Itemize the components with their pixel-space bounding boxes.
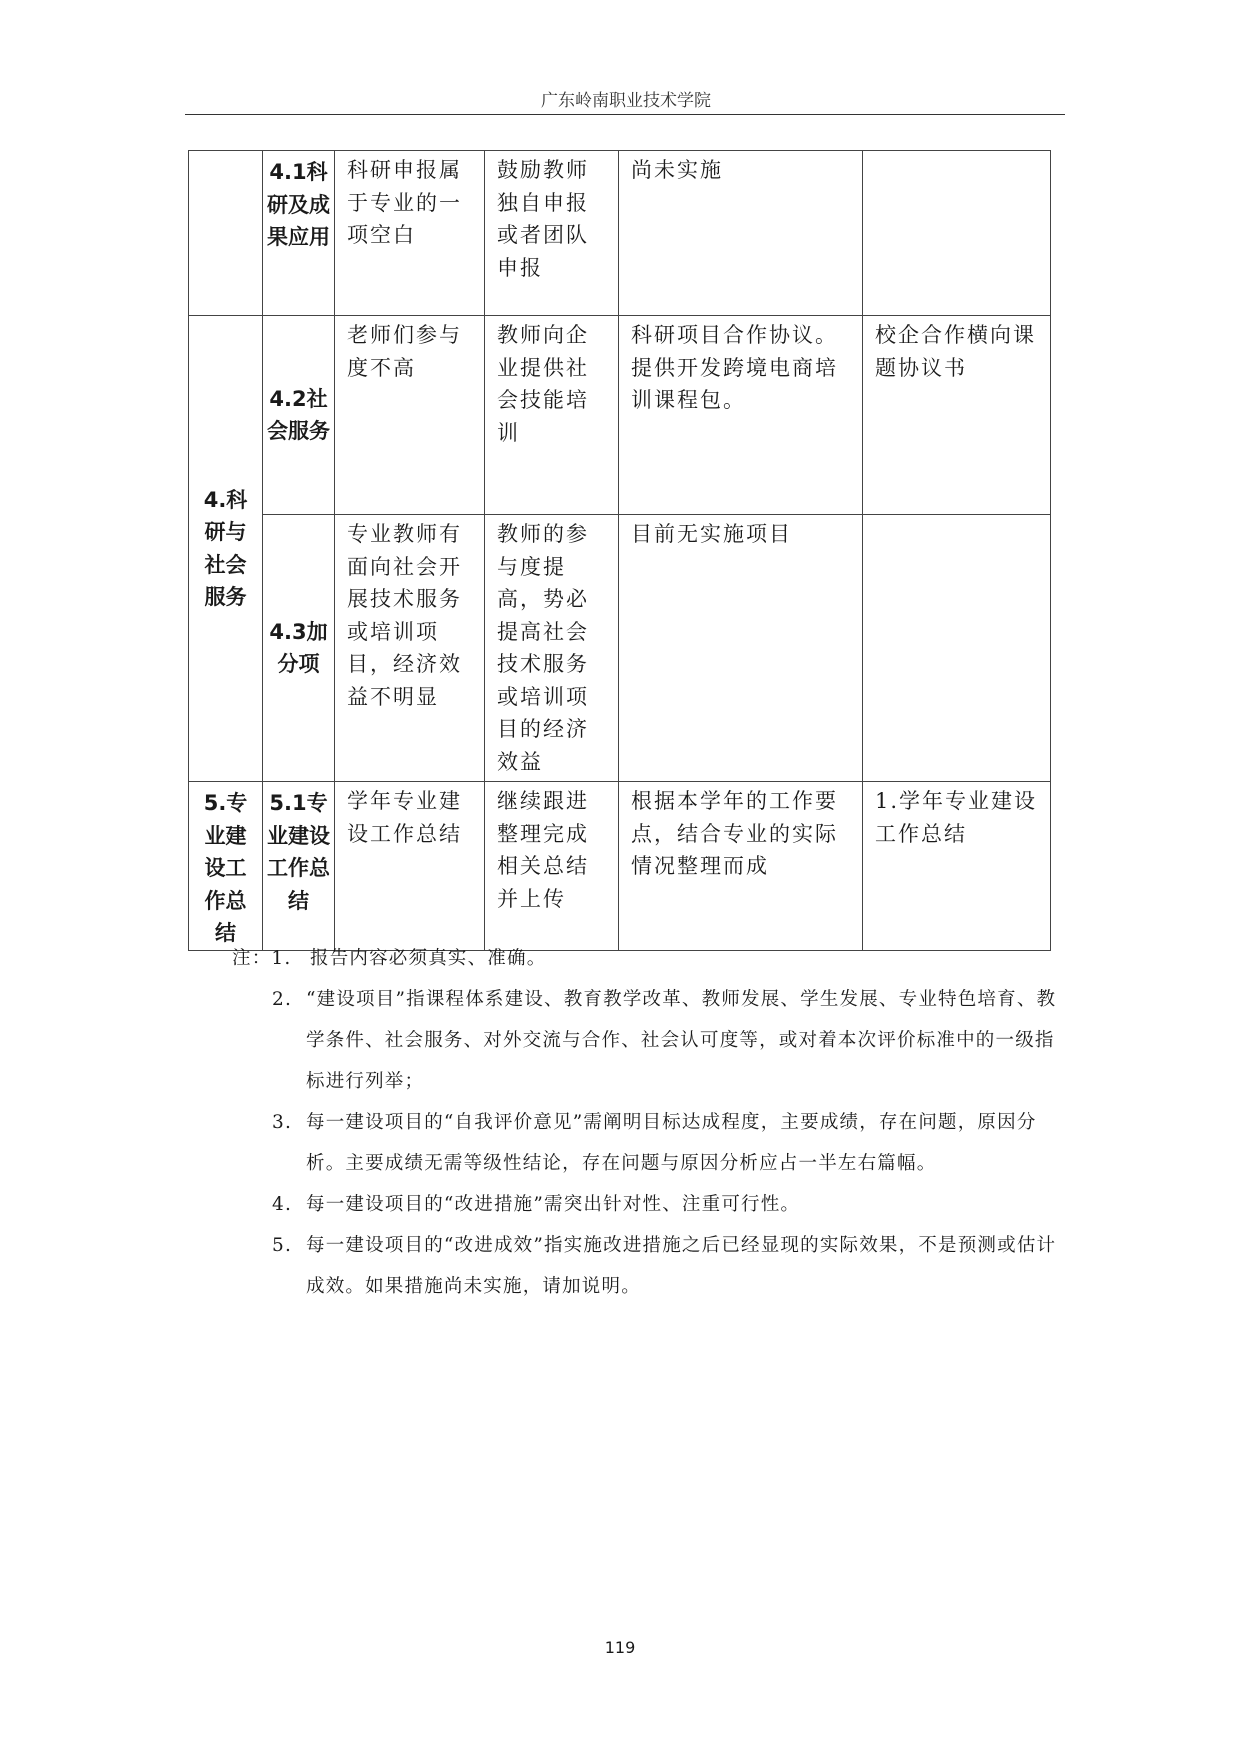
measure-cell: 鼓励教师独自申报或者团队申报 [485,151,619,316]
note-number: 注：1. [232,948,292,969]
indicator-text: 5.1专业建设工作总结 [267,791,330,913]
table-row [189,782,1051,951]
measure-cell: 教师的参与度提高，势必提高社会技术服务或培训项目的经济效益 [485,515,619,782]
note-text: 每一建设项目的“改进成效”指实施改进措施之后已经显现的实际效果，不是预测或估计成效。如果措施尚未实施，请加说明。 [306,1235,1057,1297]
note-number: 5. [272,1235,293,1256]
category-cell [189,151,263,316]
indicator-text: 4.3加分项 [269,619,328,676]
note-item [232,979,1072,1102]
note-item [232,1225,1072,1307]
note-text: “建设项目”指课程体系建设、教育教学改革、教师发展、学生发展、专业特色培育、教学条件、社会服务、对外交流与合作、社会认可度等，或对着本次评价标准中的一级指标进行列举； [306,989,1057,1092]
evidence-cell [863,515,1051,782]
problem-cell: 专业教师有面向社会开展技术服务或培训项目，经济效益不明显 [335,515,485,782]
table-row [189,316,1051,515]
category-cell [189,782,263,951]
indicator-cell [263,782,335,951]
indicator-text: 4.2社会服务 [267,386,330,443]
result-cell: 科研项目合作协议。提供开发跨境电商培训课程包。 [619,316,863,515]
note-number: 4. [272,1194,293,1215]
result-cell: 根据本学年的工作要点，结合专业的实际情况整理而成 [619,782,863,951]
note-text: 报告内容必须真实、准确。 [310,948,547,969]
table-row [189,151,1051,316]
category-cell [189,316,263,782]
header-rule [185,114,1065,115]
evaluation-table [188,150,1051,951]
indicator-cell [263,151,335,316]
evidence-cell: 1.学年专业建设工作总结 [863,782,1051,951]
note-item [232,1184,1072,1225]
note-item [232,1102,1072,1184]
indicator-cell [263,316,335,515]
category-text: 5.专业建设工作总结 [203,791,248,945]
page-header: 广东岭南职业技术学院 [541,91,711,111]
note-number: 2. [272,989,293,1010]
note-item [232,938,1072,979]
note-text: 每一建设项目的“改进措施”需突出针对性、注重可行性。 [306,1194,801,1215]
problem-cell: 科研申报属于专业的一项空白 [335,151,485,316]
indicator-cell [263,515,335,782]
problem-cell: 学年专业建设工作总结 [335,782,485,951]
measure-cell: 继续跟进整理完成相关总结并上传 [485,782,619,951]
measure-cell: 教师向企业提供社会技能培训 [485,316,619,515]
indicator-text: 4.1科研及成果应用 [267,160,330,249]
page-number: 119 [604,1638,636,1657]
problem-cell: 老师们参与度不高 [335,316,485,515]
result-cell: 尚未实施 [619,151,863,316]
note-text: 每一建设项目的“自我评价意见”需阐明目标达成程度，主要成绩，存在问题，原因分析。主要成绩无需等级性结论，存在问题与原因分析应占一半左右篇幅。 [306,1112,1037,1174]
evidence-cell [863,151,1051,316]
notes-section [232,938,1072,1307]
note-number: 3. [272,1112,293,1133]
category-text: 4.科研与社会服务 [203,487,248,609]
result-cell: 目前无实施项目 [619,515,863,782]
table-row [189,515,1051,782]
evidence-cell: 校企合作横向课题协议书 [863,316,1051,515]
